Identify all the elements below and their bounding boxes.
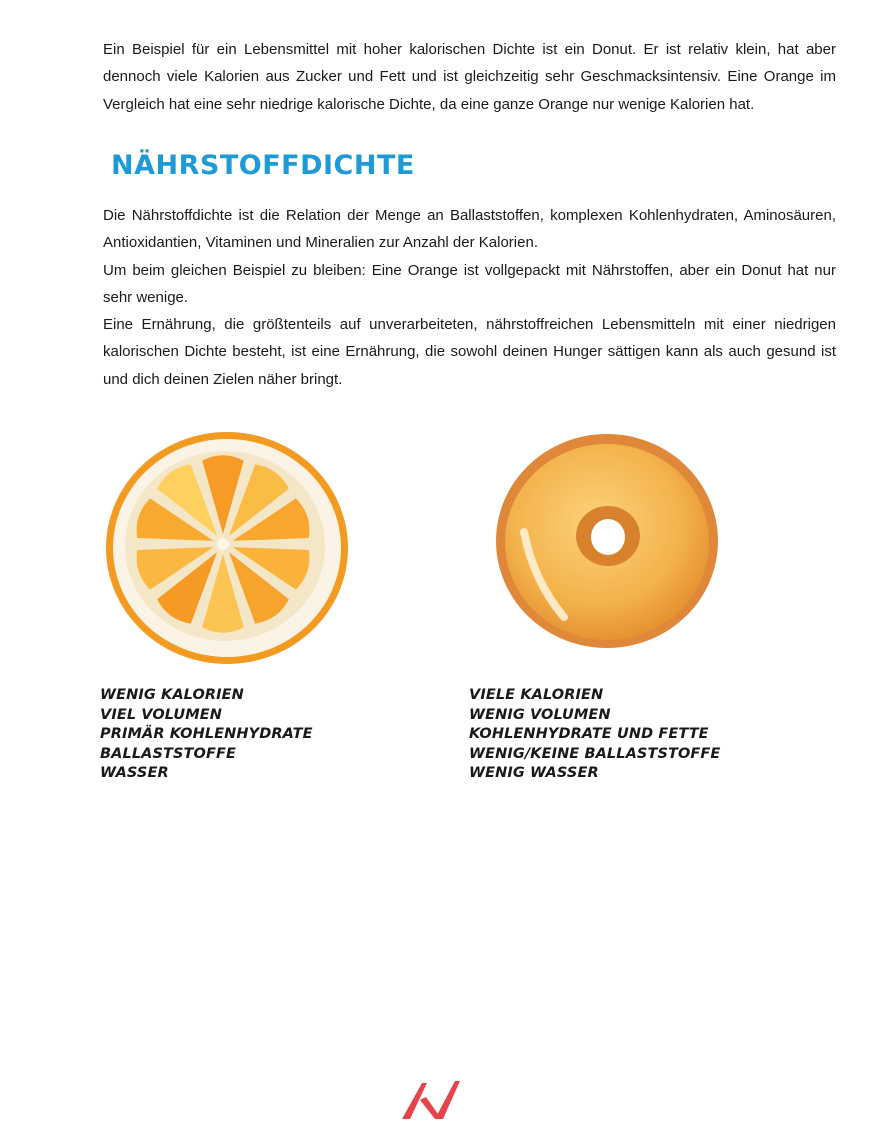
donut-illustration xyxy=(494,432,720,650)
paragraph-definition: Die Nährstoffdichte ist die Relation der Menge an Ballaststoffen, komplexen Kohlenhydraten, Aminosäuren, Antioxidantien, Vitaminen und Mineralien zur Anzahl der Kalorien. xyxy=(103,207,836,252)
section-body xyxy=(103,202,836,393)
donut-trait: WENIG WASSER xyxy=(469,765,599,782)
donut-traits-list xyxy=(469,686,720,784)
orange-trait: WASSER xyxy=(100,765,169,782)
donut-trait: KOHLENHYDRATE UND FETTE xyxy=(469,726,709,743)
paragraph-example: Um beim gleichen Beispiel zu bleiben: Eine Orange ist vollgepackt mit Nährstoffen, aber ein Donut hat nur sehr wenige. xyxy=(103,261,836,306)
donut-trait: WENIG/KEINE BALLASTSTOFFE xyxy=(469,745,721,762)
orange-slice-illustration xyxy=(104,430,350,666)
orange-trait: WENIG KALORIEN xyxy=(100,687,244,703)
orange-trait: BALLASTSTOFFE xyxy=(100,745,236,762)
orange-trait: PRIMÄR KOHLENHYDRATE xyxy=(100,726,313,743)
paragraph-conclusion: Eine Ernährung, die größtenteils auf unverarbeiteten, nährstoffreichen Lebensmitteln mit einer niedrigen kalorischen Dichte besteht, ist eine Ernährung, die sowohl deinen Hunger sättigen kann als auch gesund ist und dich deinen Zielen näher bringt. xyxy=(103,316,836,388)
orange-trait: VIEL VOLUMEN xyxy=(100,706,222,723)
brand-logo-icon xyxy=(400,1078,462,1122)
intro-paragraph: Ein Beispiel für ein Lebensmittel mit hoher kalorischen Dichte ist ein Donut. Er ist relativ klein, hat aber dennoch viele Kalorien aus Zucker und Fett und ist gleichzeitig sehr Geschmacksintensiv. Eine Orange im Vergleich hat eine sehr niedrige kalorische Dichte, da eine ganze Orange nur wenige Kalorien hat. xyxy=(103,41,836,113)
orange-traits-list xyxy=(100,686,313,784)
section-heading: NÄHRSTOFFDICHTE xyxy=(111,150,415,181)
donut-trait: WENIG VOLUMEN xyxy=(469,706,611,723)
donut-trait: VIELE KALORIEN xyxy=(469,687,604,703)
